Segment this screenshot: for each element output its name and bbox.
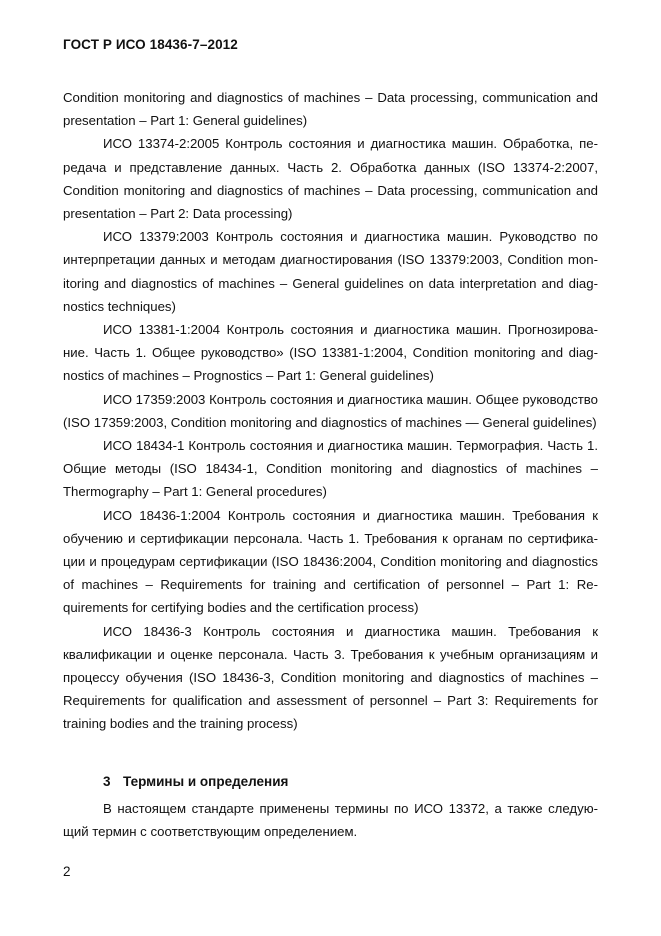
reference-continuation: Condition monitoring and diagnostics of machines – Data processing, communication and presentation – Part 1: General guidelines) [63,90,598,129]
section-number: 3 [103,774,111,789]
reference-iso-13374-2: ИСО 13374-2:2005 Контроль состояния и диагностика машин. Обработка, передача и представление данных. Часть 2. Обработка данных (ISO 13374-2:2007, Condition monitoring and diagnostics of machines – Data processing, communication and presentation – Part 2: Data processing) [63,136,598,222]
reference-iso-13381-1: ИСО 13381-1:2004 Контроль состояния и диагностика машин. Прогнозирование. Часть 1. Общее руководство» (ISO 13381-1:2004, Condition monitoring and diagnostics of machines – Prognostics – Part 1: General guidelines) [63,322,598,384]
section-heading [103,774,288,789]
section-paragraph: В настоящем стандарте применены термины по ИСО 13372, а также следующий термин с соответствующим определением. [63,801,598,840]
reference-iso-18436-1: ИСО 18436-1:2004 Контроль состояния и диагностика машин. Требования к обучению и сертификации персонала. Часть 1. Требования к органам по сертификации и процедурам сертификации (ISO 18436:2004, Condition monitoring and diagnostics of machines – Requirements for training and certification of personnel – Part 1: Requirements for certifying bodies and the certification process) [63,507,598,616]
references-list [63,86,598,736]
page-number: 2 [63,864,71,879]
reference-iso-18436-3: ИСО 18436-3 Контроль состояния и диагностика машин. Требования к квалификации и оценке персонала. Часть 3. Требования к учебным организациям и процессу обучения (ISO 18436-3, Condition monitoring and diagnostics of machines – Requirements for qualification and assessment of personnel – Part 3: Requirements for training bodies and the training process) [63,623,598,732]
document-header: ГОСТ Р ИСО 18436-7–2012 [63,37,238,52]
reference-iso-13379: ИСО 13379:2003 Контроль состояния и диагностика машин. Руководство по интерпретации данных и методам диагностирования (ISO 13379:2003, Condition monitoring and diagnostics of machines – General guidelines on data interpretation and diagnostics techniques) [63,229,598,314]
reference-iso-17359: ИСО 17359:2003 Контроль состояния и диагностика машин. Общее руководство (ISO 17359:2003, Condition monitoring and diagnostics of machines — General guidelines) [63,391,598,430]
section-body [63,797,598,843]
section-title: Термины и определения [123,774,289,789]
reference-iso-18434-1: ИСО 18434-1 Контроль состояния и диагностика машин. Термография. Часть 1. Общие методы (ISO 18434-1, Condition monitoring and diagnostics of machines – Thermography – Part 1: General procedures) [63,438,598,500]
